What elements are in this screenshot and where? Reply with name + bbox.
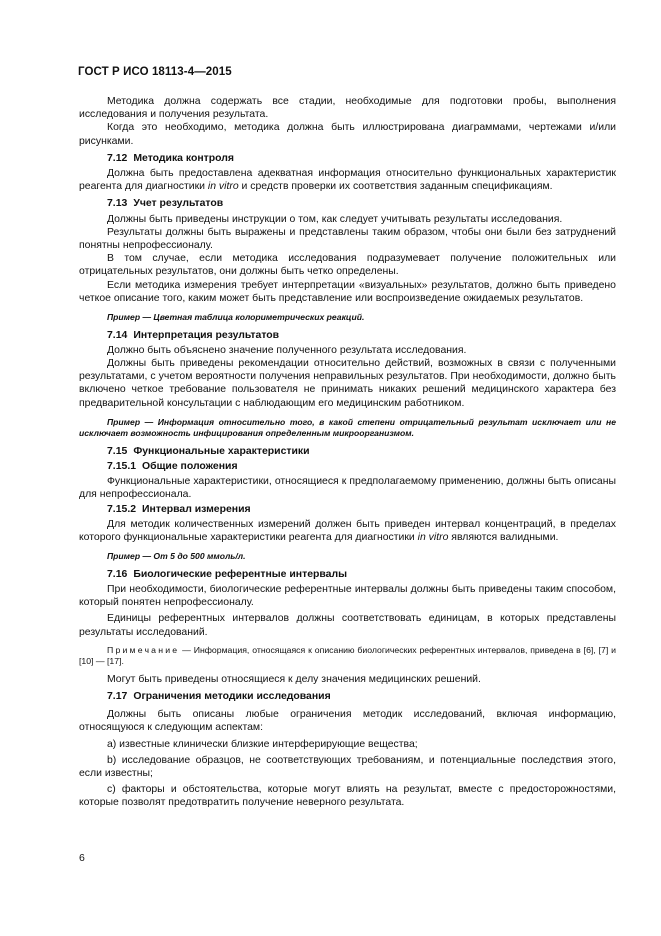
text-run: являются валидными. <box>448 531 559 543</box>
italic-term: in vitro <box>207 181 239 193</box>
example-note: Пример — Цветная таблица колориметрических реакций. <box>107 312 365 323</box>
text-run: и средств проверки их соответствия заданным спецификациям. <box>238 181 553 193</box>
paragraph: Единицы референтных интервалов должны соответствовать единицам, в которых представлены результаты исследований. <box>79 613 616 638</box>
paragraph: Должны быть приведены инструкции о том, как следует учитывать результаты исследования. <box>107 213 563 225</box>
text-run: Должна быть предоставлена адекватная информация относительно функциональных характеристик реагента для диагностики <box>79 168 616 193</box>
section-heading-7-17 <box>79 690 616 703</box>
section-title: Интерпретация результатов <box>133 329 280 341</box>
paragraph: Могут быть приведены относящиеся к делу значения медицинских решений. <box>107 673 481 685</box>
example-note: Пример — Информация относительно того, в какой степени отрицательный результат исключает или не исключает возможность инфицирования определенным микроорганизмом. <box>79 416 616 439</box>
paragraph: В том случае, если методика исследования подразумевает получение положительных или отрицательных результатов, они должны быть четко определены. <box>79 253 616 278</box>
paragraph: Должно быть объяснено значение полученного результата исследования. <box>107 344 467 356</box>
section-number: 7.14 <box>107 329 128 341</box>
section-title: Ограничения методики исследования <box>133 690 331 702</box>
note-label: Примечание <box>107 644 180 655</box>
section-title: Общие положения <box>142 460 238 472</box>
section-heading-7-13 <box>79 197 616 210</box>
page-body <box>79 95 616 810</box>
section-heading-7-16 <box>79 568 616 581</box>
paragraph: При необходимости, биологические референтные интервалы должны быть приведены таким способом, который понятен непрофессионалу. <box>79 583 616 609</box>
paragraph: Когда это необходимо, методика должна быть иллюстрирована диаграммами, чертежами и/или рисунками. <box>79 122 616 147</box>
section-heading-7-15-1 <box>79 460 616 473</box>
section-title: Методика контроля <box>133 152 234 164</box>
note-block <box>79 645 616 668</box>
section-number: 7.15 <box>107 445 128 457</box>
section-title: Интервал измерения <box>142 503 251 515</box>
text-run: Для методик количественных измерений должен быть приведен интервал концентраций, в пределах которого функциональные характеристики реагента для диагностики <box>79 518 616 543</box>
example-note: Пример — От 5 до 500 ммоль/л. <box>107 551 246 562</box>
list-item: a) известные клинически близкие интерферирующие вещества; <box>107 738 418 750</box>
paragraph: Должны быть описаны любые ограничения методик исследований, включая информацию, относящуюся к следующим аспектам: <box>79 709 616 734</box>
paragraph: Должны быть приведены рекомендации относительно действий, возможных в связи с полученными результатами, с учетом вероятности получения неправильных результатов. При необходимости, должно быть включено четкое требование пользователя не принимать никаких решений медицинского характера без предварительной консультации с наблюдающим его медицинским работником. <box>79 357 616 409</box>
paragraph: Методика должна содержать все стадии, необходимые для подготовки пробы, выполнения исследования и получения результата. <box>79 96 616 121</box>
paragraph: Функциональные характеристики, относящиеся к предполагаемому применению, должны быть описаны для непрофессионала. <box>79 476 616 501</box>
paragraph <box>79 167 616 193</box>
document-code-header: ГОСТ Р ИСО 18113-4—2015 <box>78 66 232 78</box>
section-number: 7.13 <box>107 198 128 210</box>
list-item: b) исследование образцов, не соответствующих требованиям, и потенциальные последствия этого, если известны; <box>79 754 616 779</box>
section-heading-7-12 <box>79 152 616 165</box>
section-number: 7.15.2 <box>107 503 137 515</box>
paragraph <box>79 518 616 544</box>
section-heading-7-15-2 <box>79 503 616 516</box>
section-number: 7.17 <box>107 690 128 702</box>
section-title: Биологические референтные интервалы <box>133 568 348 580</box>
section-number: 7.16 <box>107 568 128 580</box>
section-title: Функциональные характеристики <box>133 445 310 457</box>
note-text: — Информация, относящаяся к описанию биологических референтных интервалов, приведена в [6], [7] и [10] — [17]. <box>79 644 616 667</box>
section-number: 7.15.1 <box>107 460 137 472</box>
section-title: Учет результатов <box>133 198 224 210</box>
section-heading-7-15 <box>79 445 616 458</box>
paragraph: Если методика измерения требует интерпретации «визуальных» результатов, должно быть приведено четкое описание того, каким может быть представление или воспроизведение ожидаемых результатов. <box>79 279 616 304</box>
section-number: 7.12 <box>107 152 128 164</box>
paragraph: Результаты должны быть выражены и представлены таким образом, чтобы они были без затруднений понятны непрофессионалу. <box>79 226 616 252</box>
page-number: 6 <box>79 852 85 864</box>
italic-term: in vitro <box>417 531 449 543</box>
list-item: c) факторы и обстоятельства, которые могут влиять на результат, вместе с предосторожностями, которые позволят предотвратить получение неверного результата. <box>79 784 616 809</box>
section-heading-7-14 <box>79 329 616 342</box>
